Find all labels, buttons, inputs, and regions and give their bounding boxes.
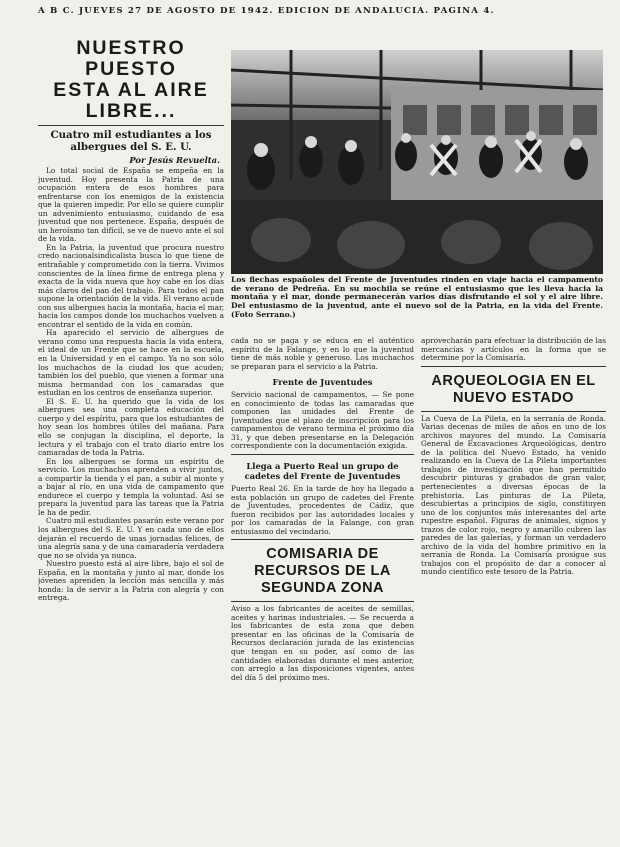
article-body bbox=[38, 167, 224, 847]
article-paragraph: Ha aparecido el servicio de albergues de verano como una respuesta hacia la vida entera, el ideal de un Frente que se hace en la escuela, en la Universidad y en el campo. Ya no son sólo los muchachos de la ciudad los que acuden; también los del pueblo, que vienen a formar una misma hermandad con los camaradas que estudian en los centros de enseñanza superior. bbox=[38, 328, 224, 398]
article-paragraph: Lo total social de España se empeña en la juventud. Hoy presenta la Patria de una ocupación entera de esos hombres para enfrentarse con los enemigos de la existencia que la quieren impedir. Por ello se quiere cumplir un advenimiento entusiasmo, cuidando de esa juventud que nos pertenece. España, después de un heroísmo tan difícil, se ve de nuevo ante el sol de la vida. bbox=[38, 167, 224, 244]
section-rule bbox=[231, 601, 414, 602]
left-article bbox=[38, 38, 224, 847]
news-photograph bbox=[231, 50, 603, 274]
comisaria-text: Aviso a los fabricantes de aceites de semillas, aceites y harinas industriales. — Se recuerda a los fabricantes de esta zona que deben presentar en las oficinas de la Comisaría de Recursos declaración jurada de las existencias que tengan en su poder, así como de las cantidades elaboradas durante el mes anterior, con arreglo a las disposiciones vigentes, antes del día 5 del próximo mes. bbox=[231, 605, 414, 682]
photo-caption: Los flechas españoles del Frente de Juventudes rinden en viaje hacia el campamento de verano de Pedreña. En su mochila se reúne el entusiasmo que les lleva hacia la montaña y el mar, donde permanecerán varios días disfrutando el sol y el aire libre. Del entusiasmo de la juventud, ante el nuevo sol de la Patria, en la vida del Frente. (Foto Serrano.) bbox=[231, 275, 603, 319]
article-byline: Por Jesús Revuelta. bbox=[129, 155, 220, 165]
article-paragraph: El S. E. U. ha querido que la vida de los albergues sea una completa educación del cuerpo y del espíritu, para que los estudiantes de hoy sean los hombres útiles del mañana. Para ello se conjugan la disciplina, el deporte, la lectura y el trabajo con el trato diario entre los camaradas de toda la Patria. bbox=[38, 396, 224, 458]
title-line-1: NUESTRO PUESTO bbox=[76, 37, 186, 80]
article-paragraph: En los albergues se forma un espíritu de servicio. Los muchachos aprenden a vivir juntos, a compartir la tienda y el pan, a subir al monte y a bajar al río, en una vida de campamento que endurece el cuerpo y templa la voluntad. Así se prepara la juventud para las tareas que la Patria le ha de pedir. bbox=[38, 456, 224, 517]
llega-title: Llega a Puerto Real un grupo de cadetes del Frente de Juventudes bbox=[244, 461, 401, 482]
page-header: A B C. JUEVES 27 DE AGOSTO DE 1942. EDICION DE ANDALUCIA. PAGINA 4. bbox=[38, 6, 495, 16]
article-paragraph: En la Patria, la juventud que procura nuestro credo nacionalsindicalista busca lo que tiene de entrañable y comprometido con la tierra. Vivimos conscientes de la línea firme de entrega plena y exacta de la vida nueva que hoy cabe en los días más claros del pan del trabajo. Para todos el pan supone la orientación de la vida. El verano acude con sus albergues hacia la montaña, hacia el mar, hacia los campos donde los muchachos vuelven a encontrar el sentido de la vida en común. bbox=[38, 242, 224, 329]
article-subtitle: Cuatro mil estudiantes a los albergues del S. E. U. bbox=[50, 129, 212, 153]
llega-text: Puerto Real 26. En la tarde de hoy ha llegado a esta población un grupo de cadetes del Frente de Juventudes, procedentes de Cádiz, que fueron recibidos por las autoridades locales y por los camaradas de la Falange, con gran entusiasmo del vecindario. bbox=[231, 485, 414, 536]
middle-intro: cada no se paga y se educa en el auténtico espíritu de la Falange, y en lo que la juventud tiene de más noble y generoso. Los muchachos se preparan para el servicio a la Patria. bbox=[231, 337, 414, 371]
section-rule bbox=[421, 366, 606, 367]
frente-title: Frente de Juventudes bbox=[272, 377, 373, 388]
article-paragraph: Cuatro mil estudiantes pasarán este verano por los albergues del S. E. U. Y en cada uno de ellos dejarán el recuerdo de unas jornadas felices, de una alegría sana y de una camaradería verdadera que no se olvida ya nunca. bbox=[38, 516, 224, 560]
section-rule bbox=[421, 411, 606, 412]
right-intro: aprovecharán para efectuar la distribución de las mercancías y artículos en la forma que se determine por la Comisaría. bbox=[421, 337, 606, 363]
arqueologia-title: ARQUEOLOGIA EN EL NUEVO ESTADO bbox=[431, 372, 596, 406]
title-line-2: ESTA AL AIRE LIBRE... bbox=[53, 79, 209, 122]
arqueologia-text: La Cueva de La Pileta, en la serranía de Ronda. Varias decenas de miles de años en uno de los archivos mayores del mundo. La Comisaría General de Excavaciones Arqueológicas, dentro de la política del Nuevo Estado, ha venido realizando en la Cueva de La Pileta importantes trabajos de investigación que han permitido descubrir pinturas y grabados de gran valor, pertenecientes a diversas épocas de la prehistoria. Las pinturas de La Pileta, descubiertas a principios de siglo, constituyen uno de los conjuntos más interesantes del arte rupestre español. Figuras de animales, signos y trazos de color rojo, negro y amarillo cubren las paredes de las galerías, y forman un verdadero archivo de la vida del hombre primitivo en la serranía de Ronda. La Comisaría prosigue sus trabajos con el propósito de dar a conocer al mundo científico este tesoro de la Patria. bbox=[421, 414, 606, 577]
article-title bbox=[38, 38, 224, 122]
photo-image bbox=[231, 50, 603, 274]
section-rule bbox=[231, 539, 414, 540]
middle-column bbox=[231, 337, 414, 682]
section-rule bbox=[231, 454, 414, 455]
article-paragraph: Nuestro puesto está al aire libre, bajo el sol de España, en la montaña y junto al mar, donde los jóvenes aprenden la lección más sencilla y más honda: la de servir a la Patria con alegría y con entrega. bbox=[38, 559, 224, 603]
comisaria-title: COMISARIA DE RECURSOS DE LA SEGUNDA ZONA bbox=[254, 546, 391, 597]
frente-text: Servicio nacional de campamentos. — Se pone en conocimiento de todas las camaradas que componen las unidades del Frente de Juventudes que el plazo de inscripción para los campamentos de verano termina el próximo día 31, y que deben presentarse en la Delegación correspondiente con la documentación exigida. bbox=[231, 391, 414, 451]
right-column bbox=[421, 337, 606, 577]
title-rule bbox=[38, 125, 224, 126]
